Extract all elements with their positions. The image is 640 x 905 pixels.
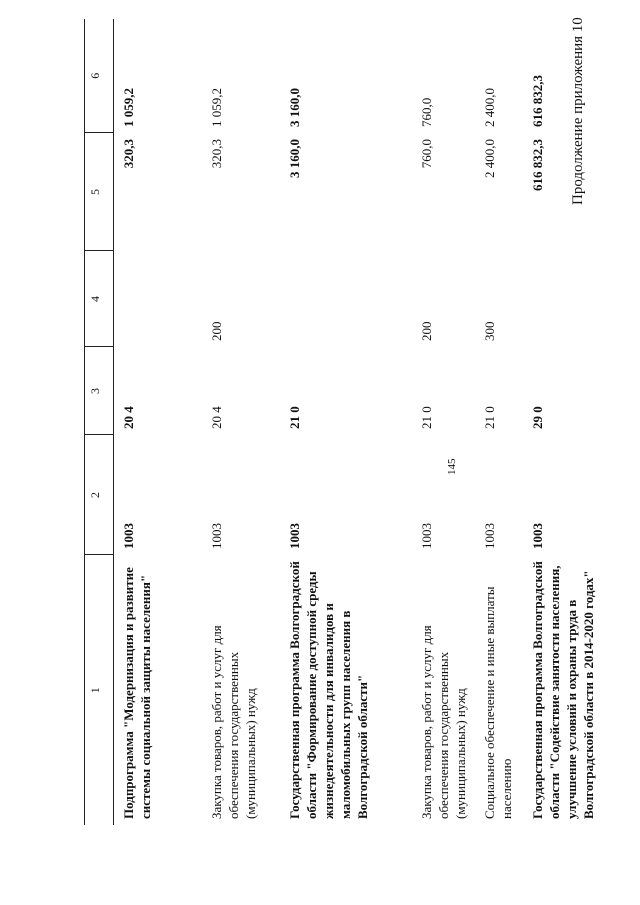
- row-sum-b: 616 832,3: [529, 75, 545, 127]
- row-section: 1003: [481, 523, 497, 549]
- row-target: 21 0: [481, 406, 497, 429]
- table-header-row: [85, 19, 114, 825]
- table-row: [280, 19, 412, 825]
- header-col-1: 1: [85, 555, 114, 825]
- row-sum-b: 3 160,0: [286, 88, 302, 127]
- row-target: 20 4: [121, 406, 136, 429]
- row-sum-a: 760,0: [418, 139, 434, 169]
- header-col-4: 4: [85, 251, 114, 347]
- row-expense-type: [280, 251, 412, 347]
- table-row: [114, 19, 202, 825]
- row-sum-b: 1 059,2: [208, 88, 224, 127]
- table-row: [412, 19, 475, 825]
- row-section: 1003: [121, 523, 136, 549]
- appendix-caption: Продолжение приложения 10: [570, 17, 586, 205]
- row-section: 1003: [208, 523, 224, 549]
- row-sum-a: 3 160,0: [286, 139, 302, 178]
- header-col-2: 2: [85, 435, 114, 555]
- row-name: Государственная программа Волгоградской области "Содействие занятости населения, улучшение условий и охраны труда в Волгоградской области в 2014-2020 годах": [529, 561, 596, 819]
- row-name: Закупка товаров, работ и услуг для обеспечения государственных (муниципальных) нужд: [208, 625, 258, 819]
- table-row: [475, 19, 523, 825]
- row-expense-type: 200: [418, 321, 434, 341]
- row-name: Подпрограмма "Модернизация и развитие системы социальной защиты населения": [121, 567, 153, 819]
- row-target: 29 0: [529, 406, 545, 429]
- row-sum-a: 320,3: [121, 139, 136, 169]
- row-sum-b: 2 400,0: [481, 88, 497, 127]
- budget-table: [84, 19, 640, 825]
- row-expense-type: 300: [481, 321, 497, 341]
- row-name: Государственная программа Волгоградской области "Формирование доступной среды жизнедеятельности для инвалидов и маломобильных групп населения в Волгоградской области": [286, 561, 370, 819]
- header-col-3: 3: [85, 347, 114, 435]
- row-target: 21 0: [418, 406, 434, 429]
- row-name: Социальное обеспечение и иные выплаты населению: [481, 586, 514, 819]
- row-expense-type: [114, 251, 202, 347]
- row-section: 1003: [529, 523, 545, 549]
- row-expense-type: [523, 251, 640, 347]
- row-section: 1003: [418, 523, 434, 549]
- row-expense-type: 200: [208, 321, 224, 341]
- row-section: 1003: [286, 523, 302, 549]
- header-col-6: 6: [85, 19, 114, 133]
- row-sum-b: 1 059,2: [121, 88, 136, 127]
- row-name: Закупка товаров, работ и услуг для обеспечения государственных (муниципальных) нужд: [418, 625, 468, 819]
- row-sum-a: 2 400,0: [481, 139, 497, 178]
- table-row: [523, 19, 640, 825]
- header-col-5: 5: [85, 133, 114, 251]
- row-sum-a: 320,3: [208, 139, 224, 169]
- row-sum-b: 760,0: [418, 97, 434, 127]
- page-number: 145: [446, 458, 458, 475]
- row-sum-a: 616 832,3: [529, 139, 545, 191]
- table-row: [202, 19, 280, 825]
- row-target: 20 4: [208, 406, 224, 429]
- row-target: 21 0: [286, 406, 302, 429]
